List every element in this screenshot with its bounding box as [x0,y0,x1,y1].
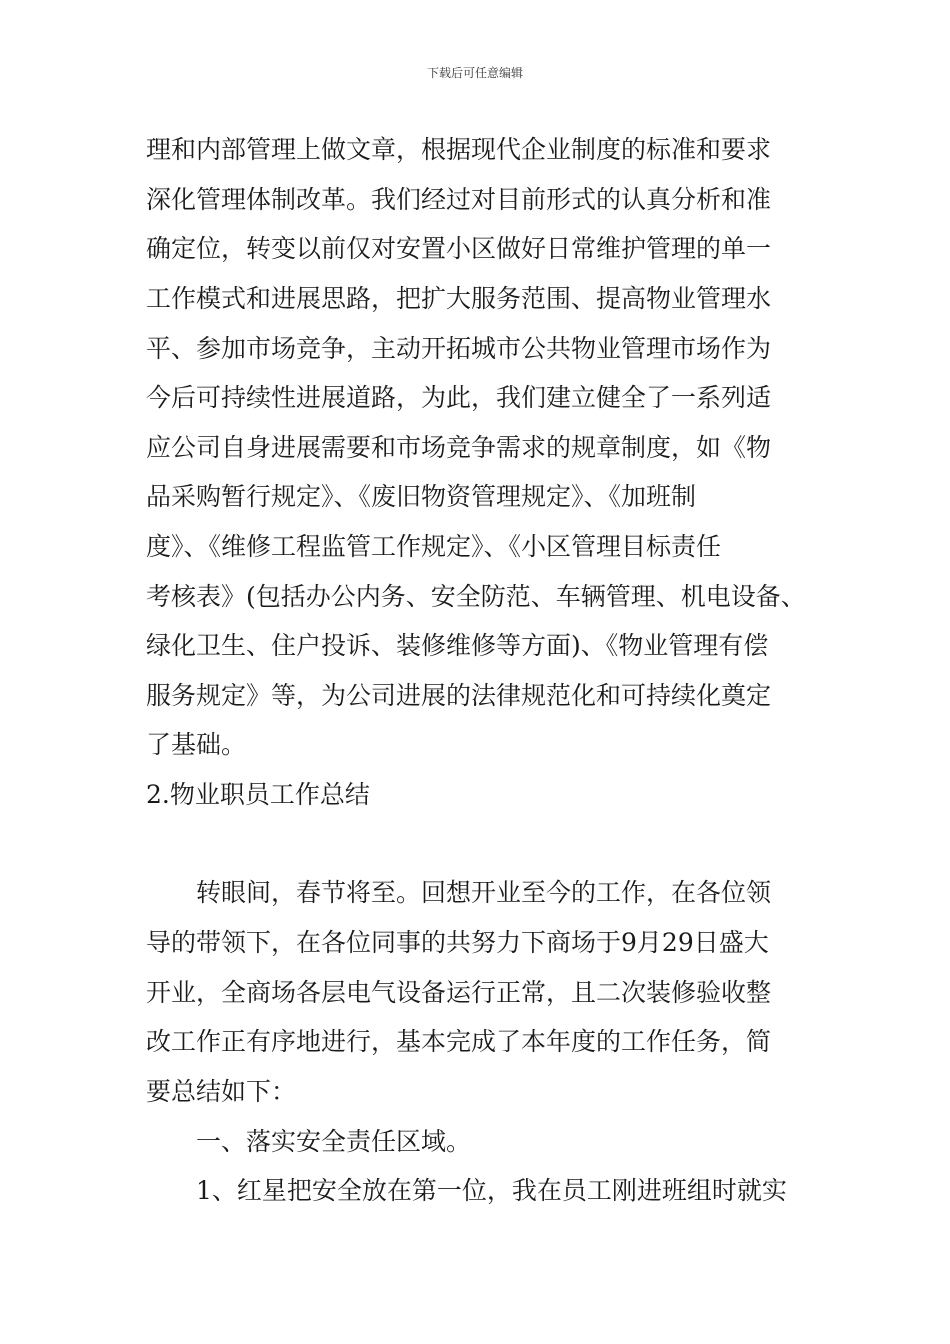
body-line: 理和内部管理上做文章，根据现代企业制度的标准和要求 [146,135,772,164]
body-line: 确定位，转变以前仅对安置小区做好日常维护管理的单一 [146,234,772,263]
body-line: 要总结如下： [146,1077,297,1106]
section-heading: 2.物业职员工作总结 [146,780,370,809]
body-line: 品采购暂行规定》、《废旧物资管理规定》、《加班制 [146,482,697,511]
body-line: 导的带领下，在各位同事的共努力下商场于9月29日盛大 [146,928,769,957]
body-line: 今后可持续性进展道路，为此，我们建立健全了一系列适 [146,383,772,412]
body-line: 改工作正有序地进行，基本完成了本年度的工作任务，简 [146,1027,772,1056]
body-line: 深化管理体制改革。我们经过对目前形式的认真分析和准 [146,185,772,214]
body-line: 一、落实安全责任区域。 [196,1127,472,1156]
body-line: 了基础。 [146,730,247,759]
body-line: 工作模式和进展思路，把扩大服务范围、提高物业管理水 [146,284,772,313]
body-line: 开业，全商场各层电气设备运行正常，且二次装修验收整 [146,978,772,1007]
page-header: 下载后可任意编辑 [426,66,523,80]
body-line: 应公司自身进展需要和市场竞争需求的规章制度，如《物 [146,433,772,462]
body-line: 1、红星把安全放在第一位，我在员工刚进班组时就实 [196,1176,787,1205]
body-line: 考核表》(包括办公内务、安全防范、车辆管理、机电设备、 [146,582,806,611]
body-line: 平、参加市场竞争，主动开拓城市公共物业管理市场作为 [146,334,772,363]
body-line: 绿化卫生、住户投诉、装修维修等方面)、《物业管理有偿 [146,631,769,660]
body-line: 转眼间，春节将至。回想开业至今的工作，在各位领 [196,878,772,907]
body-line: 度》、《维修工程监管工作规定》、《小区管理目标责任 [146,532,722,561]
body-line: 服务规定》等，为公司进展的法律规范化和可持续化奠定 [146,681,772,710]
